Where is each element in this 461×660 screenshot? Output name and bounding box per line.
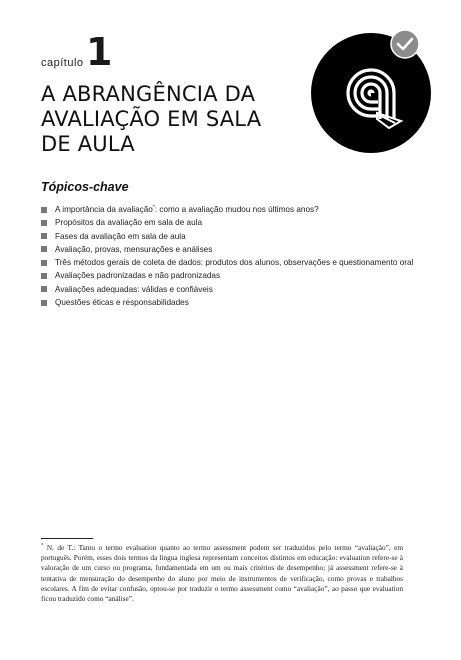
check-circle-icon [390, 29, 420, 59]
list-item-text: Fases da avaliação em sala de aula [55, 231, 186, 241]
list-item [41, 283, 441, 296]
list-item-text: Questões éticas e responsabilidades [55, 298, 189, 308]
footnote-text: N. de T.: Tanto o termo evaluation quanto ao termo assessment podem ser traduzidos pelo termo “avaliação”, em português. Porém, esses dois termos da língua inglesa representam conceitos distintos em educação: evaluation refere-se à valoração de um curso ou programa, fundamentada em um ou mais critérios de desempenho; já assessment refere-se à tentativa de mensuração do desempenho do aluno por meio de instrumentos de verificação, como provas e trabalhos escolares. A fim de evitar confusão, optou-se por traduzir o termo assessment como “avaliação”, ao passo que evaluation ficou traduzido como “análise”. [41, 543, 403, 604]
chapter-number: 1 [86, 30, 113, 74]
list-item [41, 296, 441, 309]
chapter-label: capítulo [41, 57, 84, 69]
list-item [41, 256, 441, 269]
square-bullet-icon [41, 207, 47, 213]
chapter-badge [311, 33, 431, 153]
square-bullet-icon [41, 286, 47, 292]
chapter-title [41, 82, 301, 157]
footnote-marker: * [41, 543, 44, 549]
square-bullet-icon [41, 246, 47, 252]
chapter-title-line: A ABRANGÊNCIA DA [41, 82, 256, 106]
square-bullet-icon [41, 233, 47, 239]
list-item-text: Propósitos da avaliação em sala de aula [55, 218, 203, 228]
chapter-title-line: AVALIAÇÃO EM SALA [41, 107, 262, 131]
list-item-text: Avaliações adequadas: válidas e confiáveis [55, 284, 213, 294]
footnote-marker: * [152, 204, 155, 211]
list-item-text: Avaliação, provas, mensurações e análises [55, 244, 213, 254]
topics-heading: Tópicos-chave [41, 180, 129, 194]
square-bullet-icon [41, 300, 47, 306]
list-item [41, 216, 441, 229]
square-bullet-icon [41, 220, 47, 226]
square-bullet-icon [41, 273, 47, 279]
list-item [41, 243, 441, 256]
chapter-title-line: DE AULA [41, 132, 135, 156]
list-item [41, 203, 441, 216]
list-item [41, 230, 441, 243]
list-item-text: Três métodos gerais de coleta de dados: produtos dos alunos, observações e questionamento oral [55, 258, 414, 268]
list-item-text: A importância da avaliação [55, 205, 153, 214]
list-item [41, 269, 441, 282]
footnote-divider [41, 538, 93, 539]
footnote [41, 543, 403, 604]
square-bullet-icon [41, 260, 47, 266]
list-item-text: Avaliações padronizadas e não padronizadas [55, 271, 221, 281]
list-item-text: : como a avaliação mudou nos últimos anos? [154, 205, 319, 214]
topics-list [41, 203, 441, 309]
